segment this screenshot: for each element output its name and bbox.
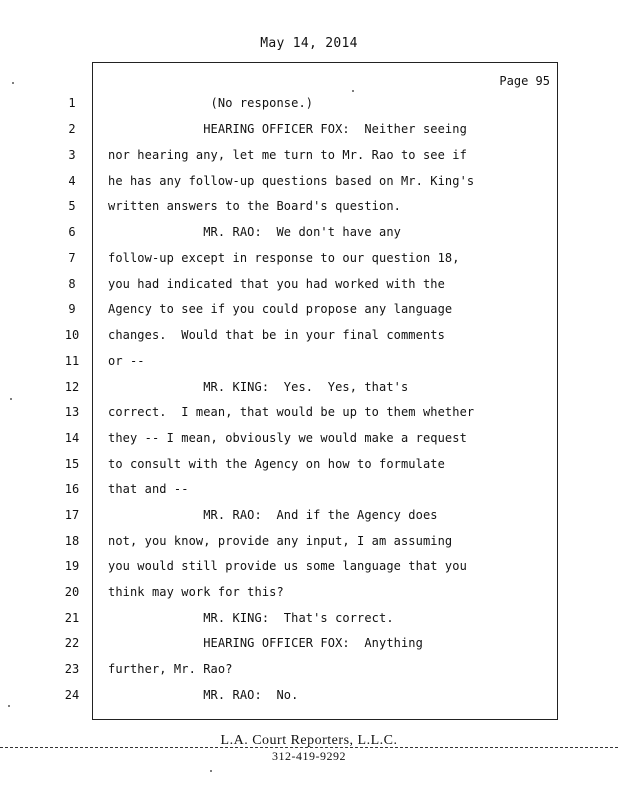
line-number: 4 bbox=[68, 174, 76, 188]
line-number: 3 bbox=[68, 148, 76, 162]
transcript-line: that and -- bbox=[108, 482, 189, 496]
transcript-line: follow-up except in response to our question 18, bbox=[108, 251, 460, 265]
line-number: 5 bbox=[68, 199, 76, 213]
line-number: 12 bbox=[64, 380, 80, 394]
transcript-line: correct. I mean, that would be up to them whether bbox=[108, 405, 475, 419]
footer-company: L.A. Court Reporters, L.L.C. bbox=[220, 733, 398, 748]
transcript-line: you would still provide us some language that you bbox=[108, 559, 467, 573]
line-number: 16 bbox=[64, 482, 80, 496]
line-number: 24 bbox=[64, 688, 80, 702]
transcript-line: further, Mr. Rao? bbox=[108, 662, 233, 676]
line-number: 13 bbox=[64, 405, 80, 419]
line-number: 6 bbox=[68, 225, 76, 239]
transcript-line: or -- bbox=[108, 354, 145, 368]
line-number: 7 bbox=[68, 251, 76, 265]
scan-speck bbox=[12, 82, 14, 84]
line-number: 10 bbox=[64, 328, 80, 342]
scan-speck bbox=[10, 398, 12, 400]
line-number: 9 bbox=[68, 302, 76, 316]
transcript-line: nor hearing any, let me turn to Mr. Rao to see if bbox=[108, 148, 467, 162]
header-date: May 14, 2014 bbox=[260, 36, 358, 51]
line-number: 2 bbox=[68, 122, 76, 136]
transcript-line: he has any follow-up questions based on Mr. King's bbox=[108, 174, 475, 188]
scan-speck bbox=[210, 770, 212, 772]
line-number: 18 bbox=[64, 534, 80, 548]
transcript-line: not, you know, provide any input, I am assuming bbox=[108, 534, 453, 548]
transcript-line: (No response.) bbox=[108, 96, 314, 110]
transcript-line: changes. Would that be in your final comments bbox=[108, 328, 445, 342]
page-number: Page 95 bbox=[499, 74, 550, 88]
line-number: 23 bbox=[64, 662, 80, 676]
transcript-line: MR. RAO: And if the Agency does bbox=[108, 508, 438, 522]
transcript-line: MR. RAO: No. bbox=[108, 688, 299, 702]
transcript-line: they -- I mean, obviously we would make a request bbox=[108, 431, 467, 445]
line-number: 17 bbox=[64, 508, 80, 522]
line-number: 14 bbox=[64, 431, 80, 445]
line-number: 19 bbox=[64, 559, 80, 573]
footer-phone: 312-419-9292 bbox=[272, 749, 346, 763]
transcript-line: to consult with the Agency on how to formulate bbox=[108, 457, 445, 471]
footer-rule bbox=[0, 747, 618, 748]
transcript-line: think may work for this? bbox=[108, 585, 284, 599]
line-number: 8 bbox=[68, 277, 76, 291]
transcript-line: written answers to the Board's question. bbox=[108, 199, 401, 213]
line-number: 21 bbox=[64, 611, 80, 625]
transcript-line: HEARING OFFICER FOX: Neither seeing bbox=[108, 122, 467, 136]
line-number: 15 bbox=[64, 457, 80, 471]
transcript-line: you had indicated that you had worked with the bbox=[108, 277, 445, 291]
line-number: 20 bbox=[64, 585, 80, 599]
transcript-line: MR. KING: That's correct. bbox=[108, 611, 394, 625]
line-number: 22 bbox=[64, 636, 80, 650]
transcript-line: Agency to see if you could propose any language bbox=[108, 302, 453, 316]
transcript-line: MR. RAO: We don't have any bbox=[108, 225, 401, 239]
line-number: 1 bbox=[68, 96, 76, 110]
transcript-line: HEARING OFFICER FOX: Anything bbox=[108, 636, 423, 650]
transcript-line: MR. KING: Yes. Yes, that's bbox=[108, 380, 409, 394]
scan-speck bbox=[8, 705, 10, 707]
line-number: 11 bbox=[64, 354, 80, 368]
scan-speck bbox=[352, 90, 354, 92]
